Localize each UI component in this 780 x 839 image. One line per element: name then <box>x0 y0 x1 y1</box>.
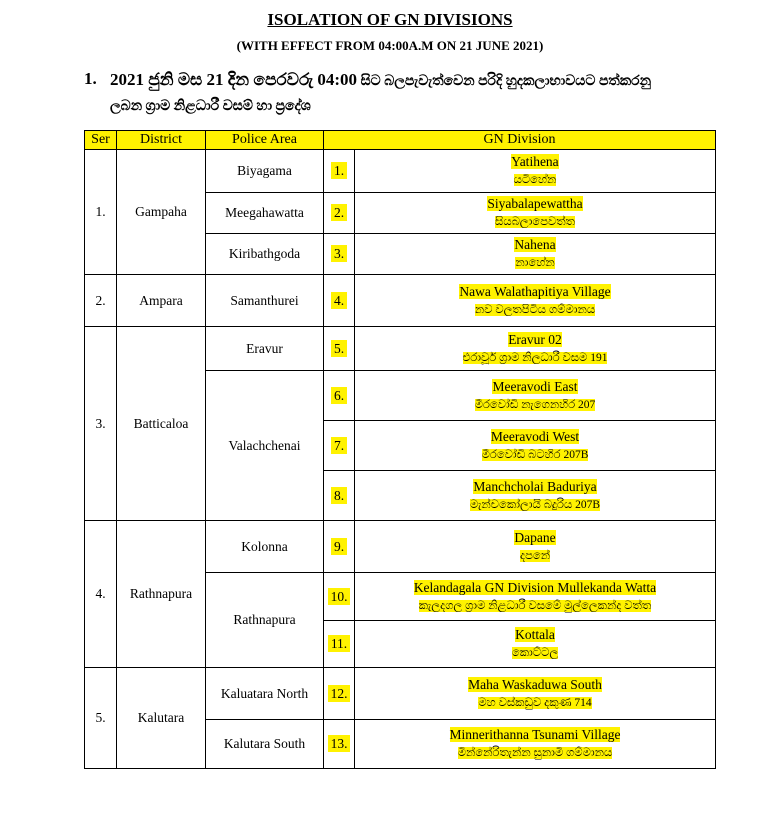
cell-ser: 2. <box>85 275 117 327</box>
header-gn-division: GN Division <box>324 131 716 150</box>
cell-ser: 5. <box>85 668 117 769</box>
table-row <box>85 327 716 371</box>
cell-police-area: Biyagama <box>206 150 324 193</box>
cell-gn-division: Manchcholai Baduriya මැන්චකෝලායි බදුරිය 207B <box>355 471 716 521</box>
cell-index: 10. <box>324 573 355 621</box>
cell-index: 13. <box>324 720 355 769</box>
header-police-area: Police Area <box>206 131 324 150</box>
table-row <box>85 275 716 327</box>
section-number: 1. <box>84 69 97 88</box>
cell-index: 1. <box>324 150 355 193</box>
cell-index: 5. <box>324 327 355 371</box>
cell-gn-division: Minnerithanna Tsunami Village මින්නේරිතැන්න සුනාමි ගම්මානය <box>355 720 716 769</box>
header-district: District <box>117 131 206 150</box>
cell-police-area: Kiribathgoda <box>206 234 324 275</box>
cell-police-area: Kalutara South <box>206 720 324 769</box>
cell-gn-division: Eravur 02 එරාවූර් ග්‍රාම නිලධාරී වසම 191 <box>355 327 716 371</box>
table-row <box>85 521 716 573</box>
document-subtitle: (WITH EFFECT FROM 04:00A.M ON 21 JUNE 2021) <box>236 38 544 53</box>
cell-police-area: Kolonna <box>206 521 324 573</box>
table-row <box>85 668 716 720</box>
cell-gn-division: Dapane දපනේ <box>355 521 716 573</box>
cell-police-area: Meegahawatta <box>206 193 324 234</box>
section-heading-text: සිට බලපැවැත්වෙන පරිදි හුදකලාභාවයට පත්කරනු <box>360 74 651 89</box>
cell-police-area: Rathnapura <box>206 573 324 668</box>
cell-index: 9. <box>324 521 355 573</box>
cell-district: Gampaha <box>117 150 206 275</box>
cell-gn-division: Nahena නාහේන <box>355 234 716 275</box>
cell-gn-division: Meeravodi West මීරවෝඩි බටහිර 207B <box>355 421 716 471</box>
cell-index: 11. <box>324 621 355 668</box>
cell-district: Batticaloa <box>117 327 206 521</box>
gn-divisions-table <box>84 130 716 769</box>
cell-police-area: Samanthurei <box>206 275 324 327</box>
cell-ser: 1. <box>85 150 117 275</box>
document-title: ISOLATION OF GN DIVISIONS <box>267 10 513 29</box>
cell-police-area: Valachchenai <box>206 371 324 521</box>
cell-ser: 3. <box>85 327 117 521</box>
cell-gn-division: Kelandagala GN Division Mullekanda Watta කැලදගල ග්‍රාම නිළධාරී වසමේ මුල්ලෙකන්ද වත්ත <box>355 573 716 621</box>
cell-police-area: Eravur <box>206 327 324 371</box>
cell-index: 8. <box>324 471 355 521</box>
section-heading-line-2: ලබන ග්‍රාම නිළධාරී වසම් හා ප්‍රදේශ <box>110 99 311 114</box>
section-heading-line-1 <box>110 69 651 93</box>
cell-gn-division: Yatihena යටිහේන <box>355 150 716 193</box>
cell-index: 6. <box>324 371 355 421</box>
cell-index: 4. <box>324 275 355 327</box>
cell-police-area: Kaluatara North <box>206 668 324 720</box>
cell-index: 3. <box>324 234 355 275</box>
header-ser: Ser <box>85 131 117 150</box>
cell-district: Ampara <box>117 275 206 327</box>
cell-index: 7. <box>324 421 355 471</box>
cell-index: 12. <box>324 668 355 720</box>
table-header-row <box>85 131 716 150</box>
cell-gn-division: Siyabalapewattha සියබලාපෙවත්ත <box>355 193 716 234</box>
cell-district: Rathnapura <box>117 521 206 668</box>
cell-index: 2. <box>324 193 355 234</box>
cell-gn-division: Maha Waskaduwa South මහ වස්කඩුව දකුණ 714 <box>355 668 716 720</box>
cell-ser: 4. <box>85 521 117 668</box>
cell-district: Kalutara <box>117 668 206 769</box>
cell-gn-division: Nawa Walathapitiya Village නව වලතපිටිය ගම්මානය <box>355 275 716 327</box>
cell-gn-division: Kottala කොට්ටල <box>355 621 716 668</box>
cell-gn-division: Meeravodi East මීරවෝඩි නැගෙනහිර 207 <box>355 371 716 421</box>
table-row <box>85 150 716 193</box>
section-heading-date: 2021 ජුනි මස 21 දින පෙරවරු 04:00 <box>110 70 358 89</box>
